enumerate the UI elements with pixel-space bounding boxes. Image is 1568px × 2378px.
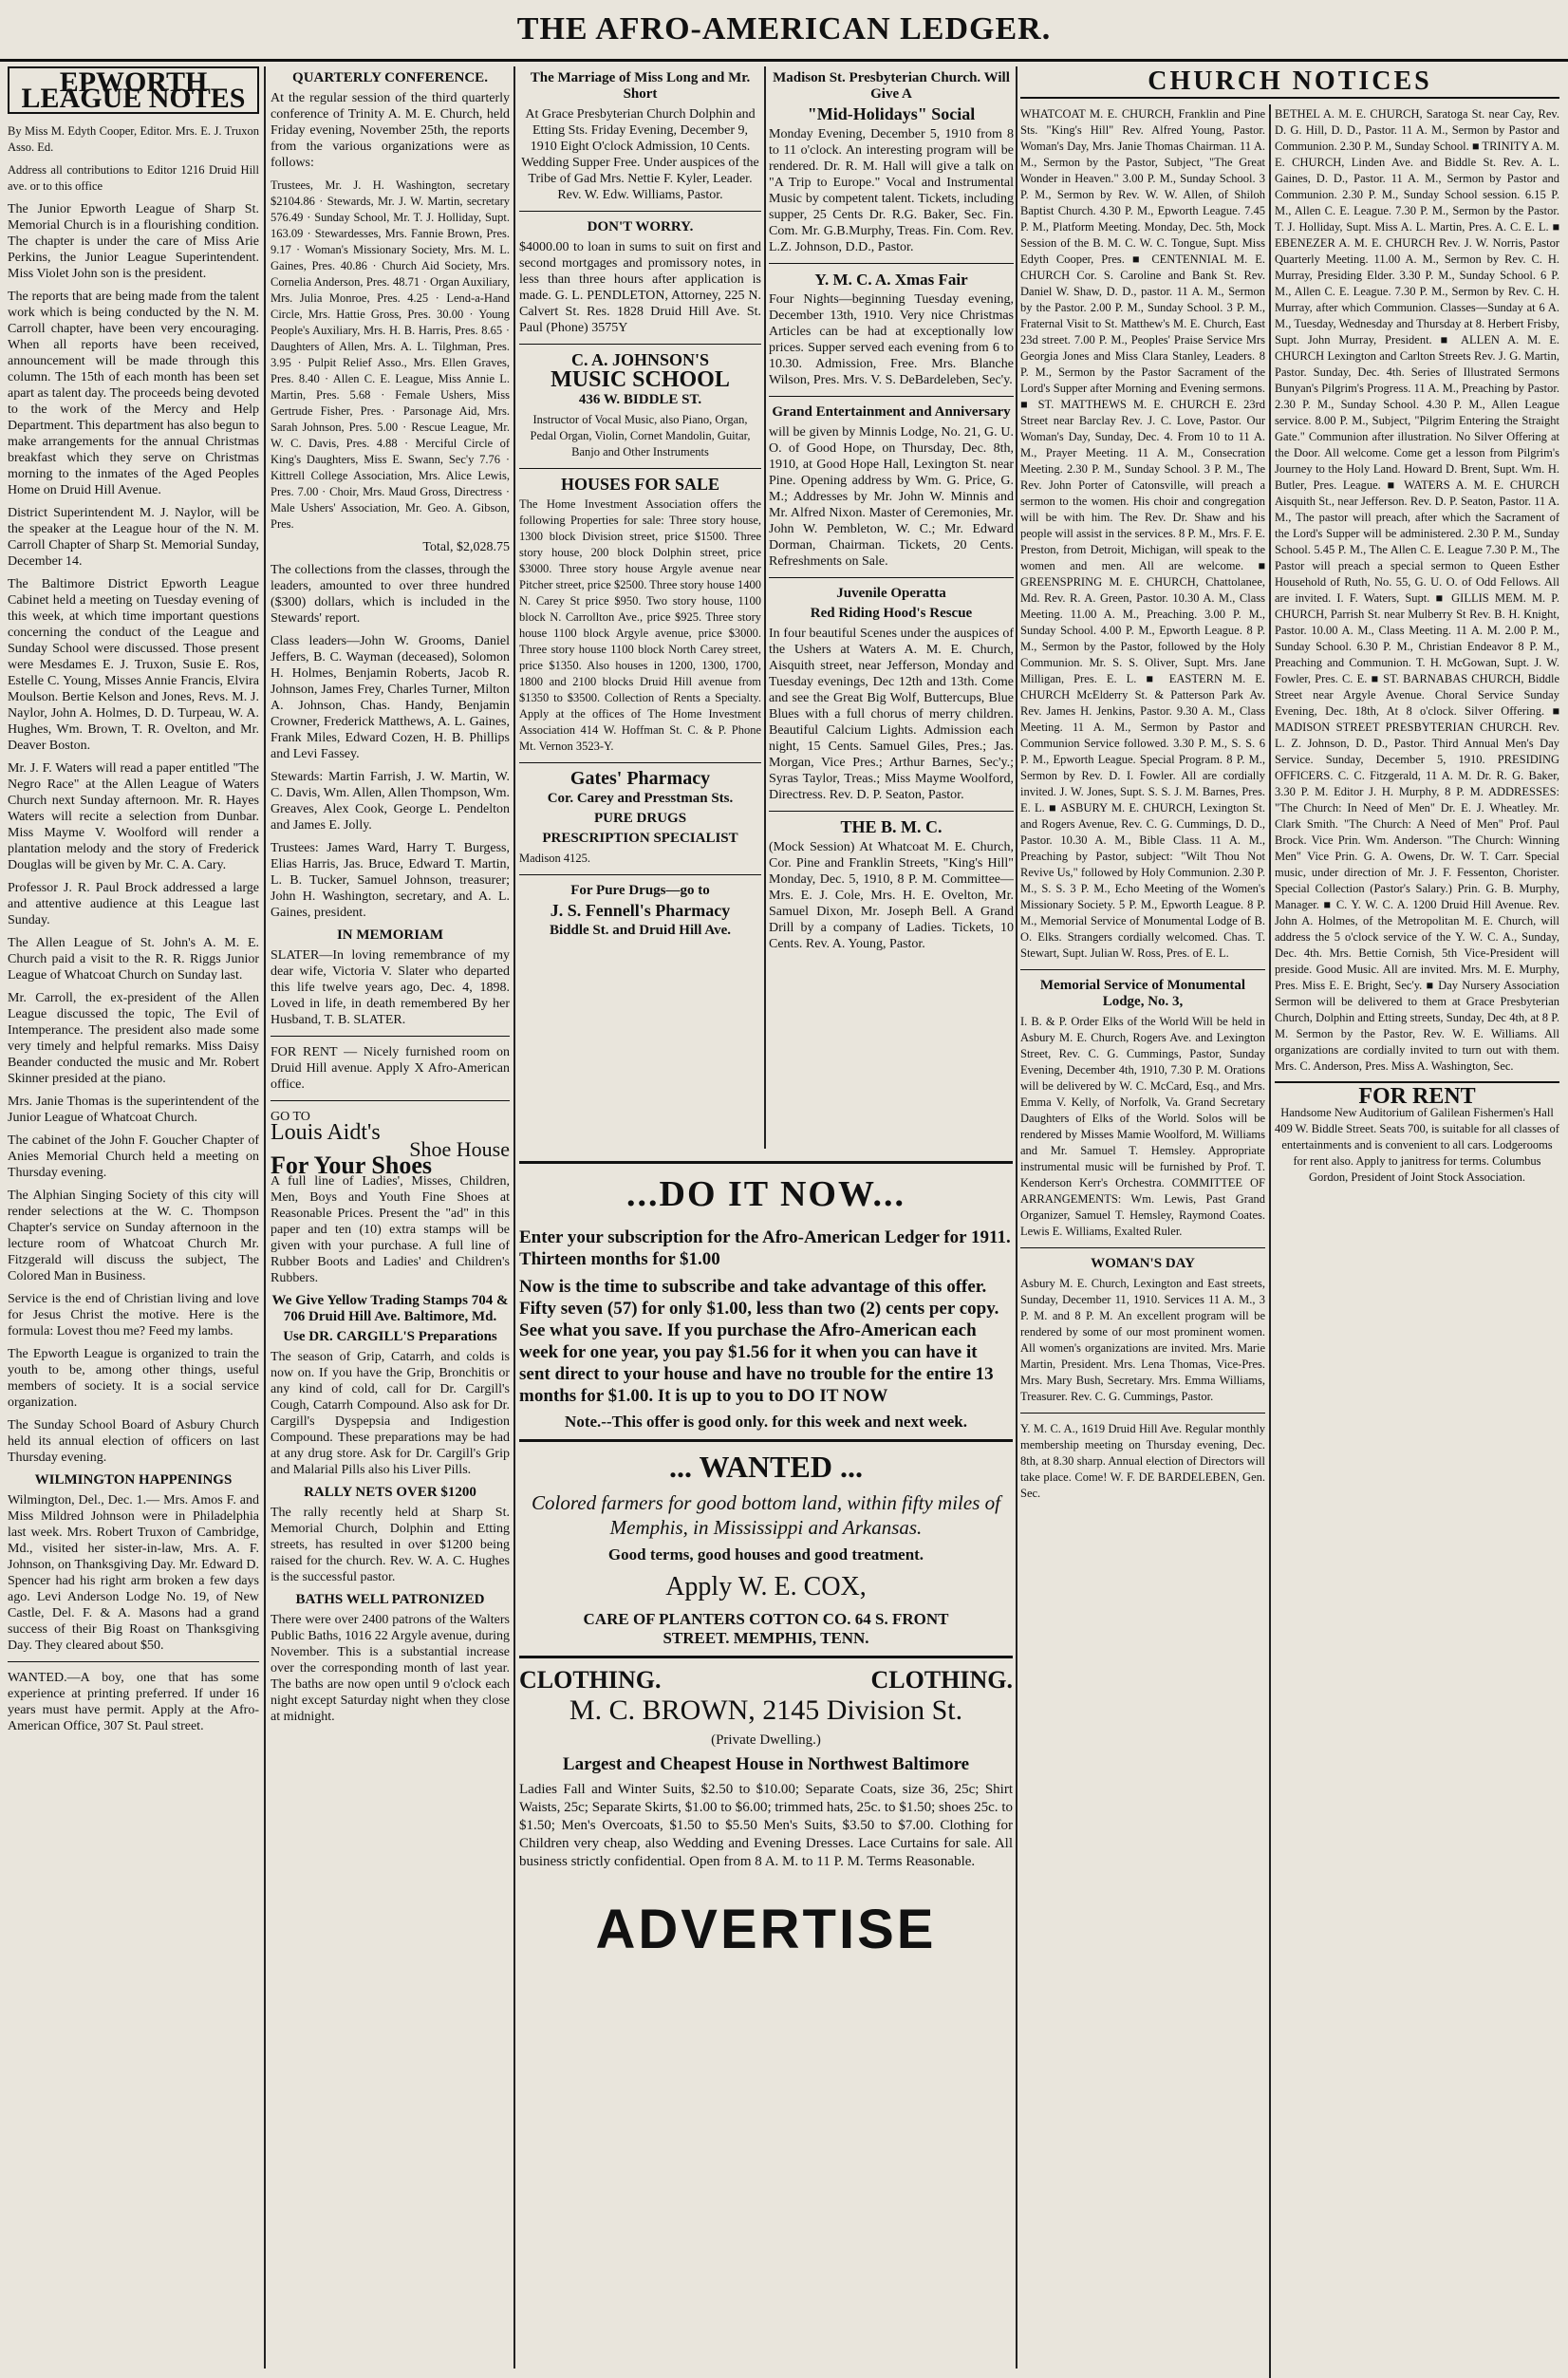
divider — [769, 577, 1014, 578]
article-paragraph: The reports that are being made from the talent work which is being conducted by the N. M. Carroll chapter, have been very encouraging. When all reports have been received, announcement will be made through this column. The 15th of each month has been set apart as talent day. The proceeds being devoted to the work of the Mercy and Help Department. This department has also begun to make arrangements for the annual Christmas breakfast which they serve on Christmas morning to the inmates of the Aged Peoples Home on Druid Hill Avenue. — [8, 290, 259, 497]
brown-name: M. C. BROWN, 2145 Division St. — [569, 1695, 963, 1726]
for-rent-ad: FOR RENT — Nicely furnished room on Druid Hill avenue. Apply X Afro-American office. — [271, 1045, 510, 1092]
conference-report: Trustees, Mr. J. H. Washington, secretary $2104.86 · Stewards, Mr. J. W. Martin, secretary 576.49 · Sunday School, Mr. T. J. Holliday, Supt. 163.09 · Stewardesses, Mrs. Fannie Brown, Pres. 9.17 · Woman's Missionary Society, Mrs. M. L. Gaines, Pres. 40.86 · Church Aid Society, Mrs. Cornelia Anderson, Pres. 48.71 · Organ Auxiliary, Mrs. Julia Monroe, Pres. 4.25 · Lend-a-Hand Circle, Mrs. Hattie Gross, Pres. 30.00 · Young People's Auxiliary, Mrs. H. B. Harris, Pres. 8.65 · Daughters of Allen, Mrs. A. L. Tilghman, Pres. 3.95 · Pulpit Relief Asso., Mrs. Ellen Graves, Pres. 8.40 · Allen C. E. League, Miss Annie L. Martin, Pres. 5.68 · Female Ushers, Miss Gertrude Fisher, Pres. · Parsonage Aid, Mrs. Sarah Johnson, Pres. 5.00 · Rescue League, Mr. W. C. Davis, Pres. 4.88 · Merciful Circle of King's Daughters, Miss E. Swann, Sec'y 7.76 · Kittrell College Association, Mrs. Alice Lewis, Pres. 7.00 · Choir, Mrs. Maud Gross, Directress · Male Ushers' Association, Mr. Geo. A. Gibson, Pres. — [271, 178, 510, 531]
operetta-title: Red Riding Hood's Rescue — [810, 606, 973, 621]
music-school: MUSIC SCHOOL — [551, 367, 730, 392]
church-column-right — [1275, 106, 1559, 2373]
madison-phone: Madison 4125. — [519, 852, 590, 865]
wedding-text: At Grace Presbyterian Church Dolphin and Etting Sts. Friday Evening, December 9, 1910 Eight O'clock Admission, 10 Cents. Wedding Supper Free. Under auspices of the Tribe of Gad Mrs. Nettie F. Kyler, Leader. Rev. W. Edw. Williams, Pastor. — [521, 107, 759, 202]
stamps-line: We Give Yellow Trading Stamps 704 & 706 Druid Hill Ave. Baltimore, Md. — [271, 1293, 509, 1324]
woman-day-text: Asbury M. E. Church, Lexington and East streets, Sunday, December 11, 1910. Services 11 A. M., 3 P. M. and 8 P. M. An excellent program will be rendered by some of our most prominent women. All women's organizations are invited. Mrs. Marie Martin, President. Mrs. Lena Thomas, Vice-Pres. Mrs. Mary Bush, Secretary. Mrs. Emma Williams, Treasurer. Rev. C. G. Cummings, Pastor. — [1020, 1277, 1265, 1403]
worry-heading: DON'T WORRY. — [587, 219, 694, 234]
church-column-left — [1020, 106, 1265, 2373]
article-paragraph: Mr. J. F. Waters will read a paper entitled "The Negro Race" at the Allen League of Waters Church next Sunday afternoon. Mr. R. Hayes Waters will recite a selection from Dunbar. Miss Mayme V. Woolford will render a plantation melody and the story of Frederick Douglas will be given by Mr. C. A. Cary. — [8, 761, 259, 872]
operetta-text: In four beautiful Scenes under the auspices of the Ushers at Waters A. M. E. Church, Aisquith street, near Jefferson, Monday and Tuesday evenings, Dec 12th and 13th. Come and see the Great Big Wolf, Buttercups, Blue Blues with a full chorus of merry children. Beautiful Calcium Lights. Admission each night, 15 Cents. Samuel Giles, Pres.; Jas. Morgan, Vice Pres.; Arthur Barnes, Sec'y.; Syras Taylor, Treas.; Miss Mayme Woolford, Directress. Rev. D. P. Seaton, Pastor. — [769, 627, 1014, 802]
article-paragraph: The cabinet of the John F. Goucher Chapter of Anies Memorial Church held a meeting on Thursday evening. — [8, 1133, 259, 1180]
article-paragraph: Stewards: Martin Farrish, J. W. Martin, W. C. Davis, Wm. Allen, Allen Thompson, Wm. Greaves, Alex Cook, George L. Pendelton and James E. Jolly. — [271, 770, 510, 833]
center-ads — [519, 1153, 1013, 2369]
fennell-line-a: For Pure Drugs—go to — [570, 883, 710, 898]
article-paragraph: Class leaders—John W. Grooms, Daniel Jeffers, B. C. Wayman (deceased), Solomon H. Holmes, Benjamin Roberts, Jacob R. Johnson, James Frey, Charles Turner, Milton A. Johnson, Chas. Handy, Benjamin Crowner, Frederick Matthews, A. L. Gaines, Frank Miles, Edward Cozen, H. B. Phillips and Levi Fassey. — [271, 634, 510, 761]
article-paragraph: The Baltimore District Epworth League Cabinet held a meeting on Tuesday evening of this week, at which time important questions concerning the conduct of the League and Sunday School were discussed. Those present were Mesdames E. J. Truxon, Susie E. Ros, Estelle C. Young, Misses Annie Francis, Elvira Moulson. Bertie Kelson and Jones, Revs. M. J. Naylor, John A. Holmes, D. D. Turpeau, W. A. Hughes, Wm. Brown, T. R. Ovelton, and Mr. Deaver Boston. — [8, 577, 259, 753]
ads-column-3 — [519, 66, 761, 1149]
wilmington-text: Wilmington, Del., Dec. 1.— Mrs. Amos F. and Miss Mildred Johnson were in Philadelphia last week. Mrs. Robert Truxon of Cambridge, Md., visited her sister-in-law, Mrs. A. F. Johnson, on Thanksgiving Day. Mr. Edward D. Spencer had his right arm broken a few days ago. Levi Anderson Lodge No. 19, of New Castle, Del. F. & A. Masons had a grand success of their Big Roast on Thanksgiving Day. They cleared about $50. — [8, 1493, 259, 1653]
social-text: Monday Evening, December 5, 1910 from 8 to 11 o'clock. An interesting program will be rendered. Dr. R. M. Hall will give a talk on "A Trip to Europe." Vocal and Instrumental Music by competent talent. Tickets, including supper, 25 Cents Dr. R.G. Baker, Sec. Fin. Com. Mr. G.B.Murphy, Treas. Fin. Com. Rev. L.Z. Johnson, D.D., Pastor. — [769, 127, 1014, 254]
advertise-banner: ADVERTISE — [595, 1899, 937, 1960]
private-dwelling: (Private Dwelling.) — [711, 1732, 821, 1748]
article-paragraph: The Epworth League is organized to train the youth to be, among other things, useful members of society. It is a social service organization. — [8, 1347, 259, 1410]
epworth-column — [8, 66, 259, 2373]
article-paragraph: The Allen League of St. John's A. M. E. Church paid a visit to the R. R. Riggs Junior League of Whatcoat Church on Sunday last. — [8, 936, 259, 983]
shoe-house: Shoe House — [409, 1137, 510, 1161]
fennell-address: Biddle St. and Druid Hill Ave. — [549, 923, 731, 938]
grand-heading: Grand Entertainment and Anniversary — [772, 404, 1011, 420]
for-rent-text: Handsome New Auditorium of Galilean Fishermen's Hall 409 W. Biddle Street. Seats 700, is suitable for all classes of entertainments and is convenient to all cars. Lodgerooms for rent also. Apply to janitress for terms. Columbus Gordon, President of Joint Stock Association. — [1275, 1106, 1559, 1184]
article-paragraph: The Sunday School Board of Asbury Church held its annual election of officers on last Thursday evening. — [8, 1418, 259, 1465]
prescription: PRESCRIPTION SPECIALIST — [542, 831, 738, 846]
memoriam-heading: IN MEMORIAM — [336, 927, 444, 943]
music-text: Instructor of Vocal Music, also Piano, Organ, Pedal Organ, Violin, Cornet Mandolin, Guitar, Banjo and Other Instruments — [530, 413, 751, 459]
largest-line: Largest and Cheapest House in Northwest Baltimore — [562, 1754, 970, 1774]
memoriam-text: SLATER—In loving remembrance of my dear wife, Victoria V. Slater who departed this life twelve years ago, Dec. 4, 1898. Loved in life, in death remembered By her Husband, T. B. SLATER. — [271, 948, 510, 1027]
divider — [769, 263, 1014, 264]
fennell-name: J. S. Fennell's Pharmacy — [550, 901, 731, 920]
divider — [8, 1661, 259, 1662]
divider — [519, 211, 761, 212]
cargill-heading: Use DR. CARGILL'S Preparations — [283, 1329, 497, 1344]
gates-address: Cor. Carey and Presstman Sts. — [547, 791, 734, 806]
aidt-text: A full line of Ladies', Misses, Children, Men, Boys and Youth Fine Shoes at Reasonable Prices. Present the "ad" in this paper and ten (10) extra stamps will be given with your purchase. A full line of Rubber Boots and Ladies' and Children's Rubbers. — [271, 1174, 510, 1285]
woman-day-heading: WOMAN'S DAY — [1091, 1256, 1195, 1271]
divider — [1020, 1413, 1265, 1414]
newspaper-title: THE AFRO-AMERICAN LEDGER. — [516, 11, 1052, 47]
divider — [519, 874, 761, 875]
for-rent-heading: FOR RENT — [1275, 1081, 1559, 1105]
conference-column — [271, 66, 510, 2373]
ymca-fair-text: Four Nights—beginning Tuesday evening, December 13th, 1910. Very nice Christmas Articles can be had at exceptionally low prices. Supper served each evening from 6 to 10.30. Admission, Free. Mrs. Blanche Wilson, Pres. Mrs. V. S. DeBardeleben, Sec'y. — [769, 292, 1014, 387]
column-rule — [1269, 104, 1271, 2378]
divider — [519, 344, 761, 345]
divider — [519, 1656, 1013, 1658]
subscription-line: Enter your subscription for the Afro-American Ledger for 1911. Thirteen months for $1.00 — [519, 1227, 1011, 1269]
clothing-heading — [519, 1666, 1013, 1695]
subscription-text: Now is the time to subscribe and take advantage of this offer. Fifty seven (57) for only $1.00, less than two (2) cents per copy. See what you save. If you purchase the Afro-American each week for one year, you pay $1.56 for it when you can have it sent direct to your house and have no trouble for the entire 13 months for $1.00. It is up to you to DO IT NOW — [519, 1277, 999, 1406]
operetta-heading: Juvenile Operatta — [836, 586, 946, 601]
divider — [769, 396, 1014, 397]
divider — [271, 1036, 510, 1037]
divider — [519, 1161, 1013, 1164]
divider — [1020, 969, 1265, 970]
masthead — [0, 0, 1568, 62]
conference-total: Total, $2,028.75 — [422, 540, 510, 554]
column-rule — [1016, 66, 1017, 2369]
houses-heading: HOUSES FOR SALE — [560, 475, 720, 494]
divider — [769, 811, 1014, 812]
bmc-heading: THE B. M. C. — [840, 817, 943, 836]
divider — [519, 468, 761, 469]
article-paragraph: Mr. Carroll, the ex-president of the Allen League discussed the topic, The Evil of Intemperance. The president also made some very timely and helpful remarks. Miss Daisy Beander conducted the music and Mr. Robert Skinner presided at the piano. — [8, 991, 259, 1086]
article-paragraph: Trustees: James Ward, Harry T. Burgess, Elias Harris, Jas. Bruce, Edward T. Martin, L. B. Tucker, Samuel Johnson, treasurer; John H. Washington, secretary, and A. L. Gaines, president. — [271, 841, 510, 920]
social-title: "Mid-Holidays" Social — [807, 104, 976, 123]
memorial-heading: Memorial Service of Monumental Lodge, No. 3, — [1039, 978, 1246, 1009]
epworth-title: EPWORTH LEAGUE NOTES — [8, 66, 259, 114]
divider — [519, 762, 761, 763]
rally-heading: RALLY NETS OVER $1200 — [304, 1485, 476, 1500]
address-line: Address all contributions to Editor 1216 Druid Hill ave. or to this office — [8, 163, 259, 193]
article-paragraph: Professor J. R. Paul Brock addressed a large and attentive audience at this League last Sunday. — [8, 881, 259, 927]
ads-column-4 — [769, 66, 1014, 1149]
conference-intro: At the regular session of the third quarterly conference of Trinity A. M. E. Church, held Friday evening, November 25th, the reports from the various organizations were as follows: — [271, 91, 510, 170]
divider — [1020, 1247, 1265, 1248]
church-notices-right: BETHEL A. M. E. CHURCH, Saratoga St. near Cay, Rev. D. G. Hill, D. D., Pastor. 11 A. M., Sermon by Pastor and Communion. 2.30 P. M., Sunday School. ■ TRINITY A. M. E. CHURCH, Linden Ave. and Biddle St. Rev. A. L. Gaines, D. D., Pastor. 11 A. M., Sermon by Pastor and Communion. 2.30 P. M., Sunday School session. 6.15 P. M., Allen C. E. League. 7.30 P. M., Sermon by the Pastor. T. J. Holliday, Supt. Miss A. L. Martin, Pres. A. C. E. L. ■ EBENEZER A. M. E. CHURCH Rev. J. W. Norris, Pastor Quarterly Meeting. 11.00 A. M., Sermon by Rev. C. H. Murray, Presiding Elder. 3.30 P. M., Sunday School. 6 P. M., Allen C. E. League. 7.30 P. M., Sermon by Rev. C. H. Murray, after which Communion. Classes—Sunday at 6 A. M., Tuesday, Wednesday and Thursday at 8. Herbert Frisby, Supt. John Murray, President. ■ ALLEN A. M. E. CHURCH Lexington and Carlton Streets Rev. J. G. Martin, Pastor. Sunday, Dec. 4th. Series of Illustrated Sermons Bunyan's Pilgrim's Progress. 11 A. M., Preaching by Pastor. 2.30 P. M., Sunday School. 4.30 P. M., Allen League service. 8.00 P. M., Subject, "Pilgrim Entering the Straight Gate." Communion after illustration. No Silver Offering at the Door. All welcome. Come get a lesson from Pilgrim's Journey to the Holy Land. Howard D. Brent, Supt. Wm. H. Butler, Pres. League. ■ WATERS A. M. E. CHURCH Aisquith St., near Jefferson. Rev. D. P. Seaton, Pastor. 11 A. M., The pastor will preach, after which the Sacrament of the Lord's Supper will be administered. 2.30 P. M., Sunday School. 5.45 P. M., The Allen C. E. League 7.30 P. M., The Pastor will preach a special sermon to Queen Esther Household of Ruth, No. 55, G. U. O. of Odd Fellows. All are invited. I. F. Waters, Supt. ■ GILLIS MEM. M. P. CHURCH, Parrish St. near Mulberry St Rev. B. H. Knight, Pastor. 10.00 A. M., Class Meeting. 11 A. M. 2.00 P. M., Sunday School. 6.30 P. M., Christian Endeavor 8 P. M., Preaching and Communion. T. H. McGowan, Supt. J. W. Fowler, Pres. C. E. ■ ST. BARNABAS CHURCH, Biddle Street near Argyle Avenue. Choral Service Sunday Evening, Dec. 18th, At 8 o'clock. Silver Offering. ■ MADISON STREET PRESBYTERIAN CHURCH. Rev. L. Z. Johnson, D. D., Pastor. Third Annual Men's Day Service. Sunday, December 5, 1910. PRESIDING OFFICERS. C. C. Fitzgerald, 11 A. M. Dr. R. G. Baker, 3.30 P. M. Editor J. H. Murphy, 8 P. M. ADDRESSES: "The Church: In Need of Men" Dr. E. J. Wheatley. Mr. Clark Smith. "The Church: A Need of Men" Prof. Paul Brock. Vice Prin. Wm. Anderson. "The Church: Winning Men" Vice Prin. G. A. Owens, Dr. W. T. Carr. Special music, under direction of Mr. J. F. Fessenton, Chorister. Special Collection (Pastor's Salary.) Prin. G. B. Murphy, Manager. ■ C. Y. W. C. A. 1200 Druid Hill Avenue. Rev. John A. Holmes, of the Metropolitan M. E. Church, will address the 5 o'clock service of the Y. W. C. A., Sunday, Dec. 4th. Mrs. Bettie Cornish, 5th Vice-President will preside. Good Music. All are invited. Mrs. M. E. Murphy, Pres. Miss E. E. Bright, Sec'y. ■ Day Nursery Association Sermon will be delivered to them at Grace Presbyterian Church, Dolphin and Etting streets, Sunday, Dec 4th, at 8 P. M. Sermon by the Pastor, Rev. W. E. Williams. All organizations are cordially invited to turn out with them. Mrs. C. Anderson, Pres. Miss A. Washington, Sec. — [1275, 107, 1559, 1073]
for-your-shoes: For Your Shoes — [271, 1152, 432, 1179]
memorial-text: I. B. & P. Order Elks of the World Will be held in Asbury M. E. Church, Rogers Ave. and Lexington Street, Rev. C. G. Cummings, Pastor, Sunday Evening, December 4th, 1910, 7.30 P. M. Orations will be delivered by W. C. McCard, Esq., and Mrs. Emma V. Kelly, of Norfolk, Va. Grand Secretary Daughters of Elks of the World. Solos will be rendered by Misses Mamie Woolford, M. Williams and Mr. Samuel T. Hemsley. Appropriate instrumental music will be furnished by Prof. T. Kenderson Kerr's Orchestra. COMMITTEE OF ARRANGEMENTS: Wm. Lewis, Past Grand Organizer, Samuel T. Hemsley, Raymond Coates. Lewis E. Williams, Exalted Ruler. — [1020, 1015, 1265, 1238]
article-paragraph: The Junior Epworth League of Sharp St. Memorial Church is in a flourishing condition. The chapter is under the care of Miss Arie Perkins, the Junior League Superintendent. Miss Violet John son is the president. — [8, 202, 259, 281]
goto-line: GO TO — [271, 1110, 310, 1124]
houses-text: The Home Investment Association offers the following Properties for sale: Three story house, 1300 block Division street, price $1500. Three story house, 200 block Dolphin street, price $3000. Three story house Argyle avenue near Pitcher street, price $2500. Three story house 1400 N. Carey St price $950. Two story house, 1100 block N. Carrollton Ave., price $925. Three story house 1100 block Argyle avenue, price $3000. Three story house 1100 block North Carey street, price $1350. Also houses in 1200, 1300, 1700, 1800 and 2100 blocks Druid Hill avenue from $1350 to $3500. Collection of Rents a Specialty. Apply at the offices of The Home Investment Association 414 W. Hoffman St. C. & P. Phone Mt. Vernon 3523-Y. — [519, 497, 761, 753]
cargill-text: The season of Grip, Catarrh, and colds is now on. If you have the Grip, Bronchitis or any kind of cold, call for Dr. Cargill's Cough, Catarrh Compound. Also ask for Dr. Cargill's Dyspepsia and Indigestion Compound. These preparations may be had at any drug store. Ask for Dr. Cargill's Grip and Malarial Pills also his Liver Pills. — [271, 1350, 510, 1477]
editors-line: By Miss M. Edyth Cooper, Editor. Mrs. E. J. Truxon Asso. Ed. — [8, 124, 259, 154]
wedding-heading: The Marriage of Miss Long and Mr. Short — [530, 70, 751, 102]
wanted-farmers: Colored farmers for good bottom land, within fifty miles of Memphis, in Mississippi and Arkansas. — [532, 1491, 1000, 1539]
pure-drugs: PURE DRUGS — [593, 811, 687, 826]
article-paragraph: Mrs. Janie Thomas is the superintendent of the Junior League of Whatcoat Church. — [8, 1095, 259, 1125]
church-notices-left: WHATCOAT M. E. CHURCH, Franklin and Pine Sts. "King's Hill" Rev. Alfred Young, Pastor. Woman's Day, Mrs. Janie Thomas Chairman. 11 A. M., Sermon by the Pastor, Subject, "The Great Wonder in Heaven." 3.00 P. M., Sunday School. 3 P. M., Sermon by Rev. W. W. Allen, of Shiloh Baptist Church. 4.30 P. M., Epworth League. 7.45 P. M., Platform Meeting. Monday, Dec. 5th, Mock Session of the B. M. C. W. C. Tongue, Supt. Miss Edyth Cooper, Pres. ■ CENTENNIAL M. E. CHURCH Cor. S. Caroline and Bank St. Rev. Daniel W. Shaw, D. D., pastor. 11 A. M., Sermon by the Pastor. 2.00 P. M., Sunday School. 3 P. M., Fraternal Visit to St. Matthew's M. E. Church, East 23d street. 7.00 P. M., Peoples' Praise Service Mrs Georgia Jones and Miss Clara Stanley, Leaders. 8 P. M., Sermon by the Pastor Sacrament of the Lord's Supper after Morning and Evening sermons. ■ ST. MATTHEWS M. E. CHURCH E. 23rd Street near Barclay Rev. J. C. Love, Pastor. Our Woman's Day, Sunday, Dec. 4. From 10 to 11 A. M., Prayer Meeting. 11 A. M., Consecration Meeting. 2.30 P. M., Sunday School. 3 P. M., The Rev. John Porter of Catonsville, will preach a sermon to the women. His choir and congregation will be with him. The Rev. Dr. Shaw and his people will assist in the services. 8 P. M., Mrs. F. E. Preston, from Detroit, Michigan, will speak to the women and men. All are welcome. ■ GREENSPRING M. E. CHURCH, Chattolanee, Md. Rev. R. A. Green, Pastor. 10.30 A. M., Class Meeting. 11.00 A. M., Preaching. 3.00 P. M., Sunday School. 4.00 P. M., Epworth League. 8 P. M., Sermon by the Pastor, followed by the Holy Communion. Mr. S. S. Oliver, Supt. Mrs. Jane Milligan, Pres. E. L. ■ EASTERN M. E. CHURCH McElderry St. & Patterson Park Av. Rev. James H. Jenkins, Pastor. 9.30 A. M., Class Meeting. 11 A. M., Sermon by Pastor and Communion Service followed. 3.30 P. M., S. S. 6 P. M., Epworth League. Special Program. 8 P. M., Sermon by Rev. D. I. Fowler. All are cordially invited. J. W. Jones, Supt. S. S. J. M. Barnes, Pres. E. L. ■ ASBURY M. E. CHURCH, Lexington St. and Rogers Avenue, Rev. C. G. Cummings, D. D., Pastor. 10.30 A. M., Bible Class. 11 A. M., Preaching by Pastor, subject: "Wilt Thou Not Revive Us," followed by Holy Communion. 2.30 P. M., S. S. 3 P. M., Echo Meeting of the Women's Missionary Society. 5 P. M., Epworth League. 8 P. M., Memorial Service of Monumental Lodge of B. O. Elks. Strangers cordially welcomed. Chas. T. Stewart, Supt. Julian W. Ross, Pres. of E. L. — [1020, 107, 1265, 960]
offer-note: Note.--This offer is good only. for this week and next week. — [565, 1413, 967, 1431]
grand-text: will be given by Minnis Lodge, No. 21, G. U. O. of Good Hope, on Thursday, Dec. 8th, 1910, at Good Hope Hall, Lexington St. near Pine. Opening address by Wm. G. Price, G. M.; Addresses by Mr. John W. Minnis and Mr. Alfred Nixon. Master of Ceremonies, Mr. John W. Pembleton, W. C.; Mr. Edward Dorman, Chairman. Tickets, 20 Cents. Refreshments on Sale. — [769, 425, 1014, 569]
worry-text: $4000.00 to loan in sums to suit on first and second mortgages and promissory notes, in less than three hours after application is made. G. L. PENDLETON, Attorney, 225 N. Calvert St. Res. 1828 Druid Hill Ave. St. Paul (Phone) 3575Y — [519, 240, 761, 335]
music-address: 436 W. BIDDLE ST. — [578, 392, 702, 407]
article-paragraph: Service is the end of Christian living and love for Jesus Christ the motive. Here is the formula: Lovest thou me? Feed my lambs. — [8, 1292, 259, 1339]
divider — [519, 1439, 1013, 1442]
apply-cox: Apply W. E. COX, — [665, 1572, 867, 1601]
gates-pharmacy: Gates' Pharmacy — [569, 768, 711, 789]
aidt-name: Louis Aidt's — [271, 1120, 381, 1145]
clothing-left: CLOTHING. — [519, 1666, 662, 1694]
wanted-heading: ... WANTED ... — [669, 1450, 863, 1484]
rally-text: The rally recently held at Sharp St. Memorial Church, Dolphin and Etting streets, has resulted in over $1200 being raised for the church. Rev. W. A. C. Hughes is the successful pastor. — [271, 1506, 510, 1584]
music-name: C. A. JOHNSON'S — [570, 350, 710, 369]
column-rule — [513, 66, 515, 2369]
wanted-terms: Good terms, good houses and good treatment. — [607, 1545, 924, 1563]
divider — [271, 1100, 510, 1101]
article-paragraph: District Superintendent M. J. Naylor, will be the speaker at the League hour of the N. M. Carroll Chapter of Sharp St. Memorial Sunday, December 14. — [8, 506, 259, 569]
baths-text: There were over 2400 patrons of the Walters Public Baths, 1016 22 Argyle avenue, during November. This is a substantial increase over the corresponding month of last year. The baths are now open until 9 o'clock each night except Saturday night when they close at midnight. — [271, 1613, 510, 1724]
column-rule — [264, 66, 266, 2369]
cotton-address: CARE OF PLANTERS COTTON CO. 64 S. FRONT STREET. MEMPHIS, TENN. — [583, 1610, 949, 1647]
bmc-text: (Mock Session) At Whatcoat M. E. Church, Cor. Pine and Franklin Streets, "King's Hill" Monday, Dec. 5, 1910, 8 P. M. Committee—Mrs. E. J. Cole, Mrs. H. E. Ovelton, Mr. Samuel Dixon, Mr. Joseph Bell. A Grand Drill by a company of Ladies. Tickets, 10 Cents. Rev. A. Young, Pastor. — [769, 840, 1014, 951]
clothing-text: Ladies Fall and Winter Suits, $2.50 to $10.00; Separate Coats, size 36, 25c; Shirt Waists, 25c; Separate Skirts, $1.00 to $6.00; trimmed hats, 25c. to $1.50; shoes 25c. to $1.50; Men's Overcoats, $1.50 to $5.50 Men's Suits, $3.50 to $7.00. Clothing for Children very cheap, also Wedding and Evening Dresses. Lace Curtains for sale. All business strictly confidential. Open from 8 A. M. to 11 P. M. Terms Reasonable. — [519, 1782, 1013, 1869]
article-paragraph: The Alphian Singing Society of this city will render selections at the W. C. Thompson Chapter's service on Sunday afternoon in the lecture room of Whatcoat Church Mr. Fitzgerald will discuss the subject, The Colored Man in Business. — [8, 1189, 259, 1283]
social-intro: Madison St. Presbyterian Church. Will Give A — [773, 70, 1010, 102]
clothing-right: CLOTHING. — [870, 1666, 1013, 1694]
column-rule — [764, 66, 766, 1149]
do-it-now-heading: ...DO IT NOW... — [626, 1174, 905, 1214]
article-paragraph: The collections from the classes, through the leaders, amounted to over three hundred ($300) dollars, which is included in the Stewards' report. — [271, 563, 510, 626]
wilmington-heading: WILMINGTON HAPPENINGS — [34, 1472, 233, 1488]
conference-heading: QUARTERLY CONFERENCE. — [292, 70, 488, 85]
ymca-fair-heading: Y. M. C. A. Xmas Fair — [814, 271, 968, 289]
wanted-ad: WANTED.—A boy, one that has some experience at printing preferred. If under 16 years must have permit. Apply at the Afro-American Office, 307 St. Paul street. — [8, 1671, 259, 1733]
church-notices-heading: CHURCH NOTICES — [1020, 66, 1559, 99]
ymca-notice: Y. M. C. A., 1619 Druid Hill Ave. Regular monthly membership meeting on Thursday evening, Dec. 8th, at 8.30 sharp. Annual election of Directors will take place. Come! W. F. DE BARDELEBEN, Gen. Sec. — [1020, 1422, 1265, 1500]
baths-heading: BATHS WELL PATRONIZED — [295, 1592, 485, 1607]
